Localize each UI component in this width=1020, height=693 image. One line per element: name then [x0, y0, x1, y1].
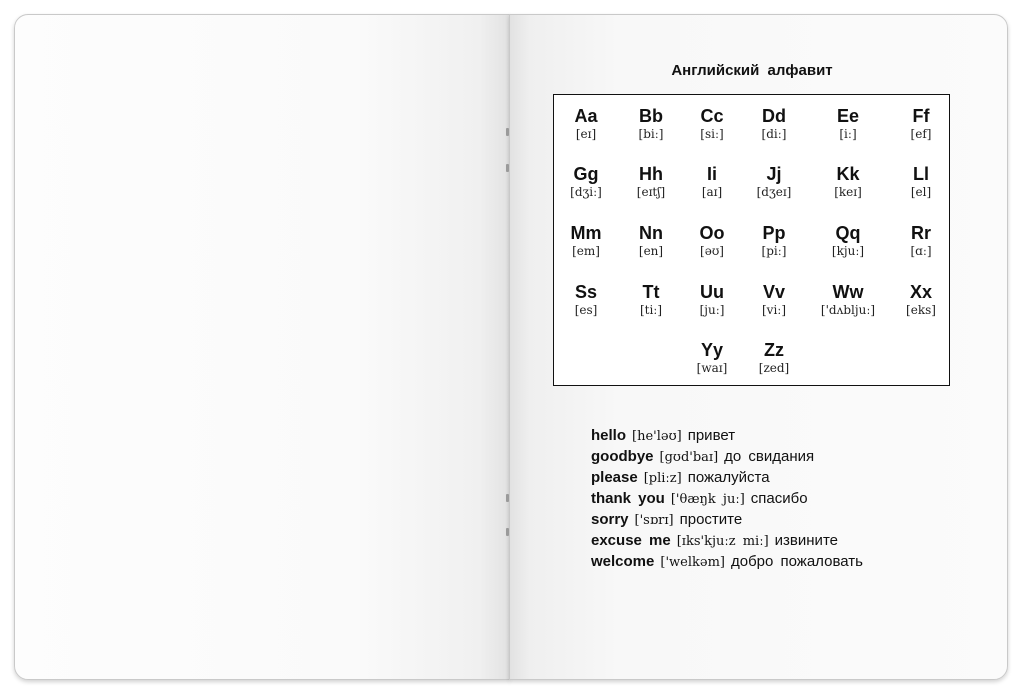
alphabet-cell [680, 164, 744, 201]
letter: Aa [574, 106, 598, 126]
phrase-transcription: ['sɒrɪ] [634, 513, 674, 528]
letter: Jj [766, 164, 782, 184]
letter: Nn [639, 223, 663, 243]
phrase-english: thank you [591, 490, 665, 507]
letter: Hh [639, 164, 663, 184]
alphabet-cell [816, 223, 880, 260]
phrase-row [591, 446, 951, 467]
phrase-russian: извините [774, 532, 838, 549]
alphabet-cell [742, 223, 806, 260]
letter: Cc [700, 106, 724, 126]
alphabet-cell [680, 223, 744, 260]
transcription: [waɪ] [696, 361, 728, 375]
transcription: [ɑː] [910, 244, 932, 258]
phrase-english: sorry [591, 511, 629, 528]
alphabet-cell [619, 106, 683, 143]
transcription: [keɪ] [834, 185, 862, 199]
alphabet-cell [680, 340, 744, 377]
letter: Mm [570, 223, 602, 243]
transcription: [el] [910, 185, 932, 199]
transcription: [ef] [910, 127, 932, 141]
spine-staple-mark [506, 528, 509, 536]
phrase-english: goodbye [591, 448, 654, 465]
transcription: [dʒiː] [570, 185, 602, 199]
phrase-russian: простите [679, 511, 743, 528]
transcription: [en] [638, 244, 664, 258]
phrase-transcription: [he'ləʊ] [632, 429, 682, 444]
letter: Uu [700, 282, 724, 302]
transcription: [juː] [699, 303, 725, 317]
left-page [14, 14, 510, 680]
transcription: [tiː] [639, 303, 663, 317]
letter: Qq [835, 223, 861, 243]
letter: Xx [909, 282, 933, 302]
alphabet-cell [619, 164, 683, 201]
transcription: [eɪ] [575, 127, 597, 141]
phrase-row [591, 488, 951, 509]
letter: Tt [642, 282, 660, 302]
letter: Ll [913, 164, 929, 184]
alphabet-cell [554, 106, 618, 143]
transcription: [zed] [758, 361, 790, 375]
phrase-transcription: [pliːz] [643, 471, 682, 486]
phrase-row [591, 551, 951, 572]
transcription: [biː] [638, 127, 664, 141]
letter: Rr [910, 223, 931, 243]
phrase-list [591, 425, 951, 572]
phrase-row [591, 425, 951, 446]
alphabet-cell [554, 164, 618, 201]
transcription: [əʊ] [700, 244, 724, 258]
phrase-transcription: ['welkəm] [660, 555, 725, 570]
alphabet-cell [742, 340, 806, 377]
spine-staple-mark [506, 128, 509, 136]
letter: Pp [762, 223, 786, 243]
alphabet-cell [554, 223, 618, 260]
alphabet-cell [816, 282, 880, 319]
letter: Dd [762, 106, 786, 126]
alphabet-table [553, 94, 950, 386]
transcription: [aɪ] [701, 185, 723, 199]
alphabet-cell [889, 164, 953, 201]
alphabet-cell [742, 282, 806, 319]
alphabet-cell [619, 223, 683, 260]
transcription: [iː] [839, 127, 857, 141]
alphabet-title: Английский алфавит [671, 62, 833, 79]
letter: Yy [700, 340, 724, 360]
transcription: [viː] [761, 303, 787, 317]
letter: Ww [832, 282, 864, 302]
phrase-transcription: ['θæŋk juː] [670, 492, 745, 507]
transcription: ['dʌbljuː] [820, 303, 876, 317]
letter: Ss [574, 282, 598, 302]
phrase-transcription: [ɪks'kjuːz miː] [676, 534, 769, 549]
alphabet-cell [554, 282, 618, 319]
alphabet-cell [680, 282, 744, 319]
alphabet-cell [742, 164, 806, 201]
letter: Vv [762, 282, 786, 302]
alphabet-cell [889, 223, 953, 260]
transcription: [kjuː] [831, 244, 865, 258]
phrase-russian: добро пожаловать [730, 553, 863, 570]
transcription: [eks] [906, 303, 936, 317]
phrase-russian: до свидания [724, 448, 815, 465]
transcription: [piː] [761, 244, 787, 258]
phrase-russian: спасибо [750, 490, 808, 507]
alphabet-cell [619, 282, 683, 319]
alphabet-cell [889, 282, 953, 319]
phrase-english: excuse me [591, 532, 671, 549]
letter: Zz [764, 340, 784, 360]
phrase-russian: пожалуйста [687, 469, 770, 486]
transcription: [em] [572, 244, 600, 258]
transcription: [diː] [761, 127, 787, 141]
phrase-row [591, 530, 951, 551]
transcription: [es] [574, 303, 598, 317]
letter: Gg [573, 164, 599, 184]
letter: Ii [706, 164, 717, 184]
letter: Ee [836, 106, 860, 126]
transcription: [eɪtʃ] [636, 185, 666, 199]
alphabet-cell [889, 106, 953, 143]
phrase-russian: привет [687, 427, 736, 444]
phrase-english: welcome [591, 553, 655, 570]
letter: Kk [836, 164, 860, 184]
phrase-row [591, 467, 951, 488]
alphabet-cell [816, 164, 880, 201]
phrase-row [591, 509, 951, 530]
alphabet-cell [742, 106, 806, 143]
phrase-transcription: [gʊd'baɪ] [659, 450, 719, 465]
alphabet-cell [816, 106, 880, 143]
letter: Ff [912, 106, 930, 126]
alphabet-cell [680, 106, 744, 143]
spine-staple-mark [506, 494, 509, 502]
phrase-english: hello [591, 427, 627, 444]
transcription: [siː] [700, 127, 724, 141]
phrase-english: please [591, 469, 638, 486]
transcription: [dʒeɪ] [756, 185, 792, 199]
letter: Bb [639, 106, 663, 126]
spine-staple-mark [506, 164, 509, 172]
letter: Oo [699, 223, 725, 243]
